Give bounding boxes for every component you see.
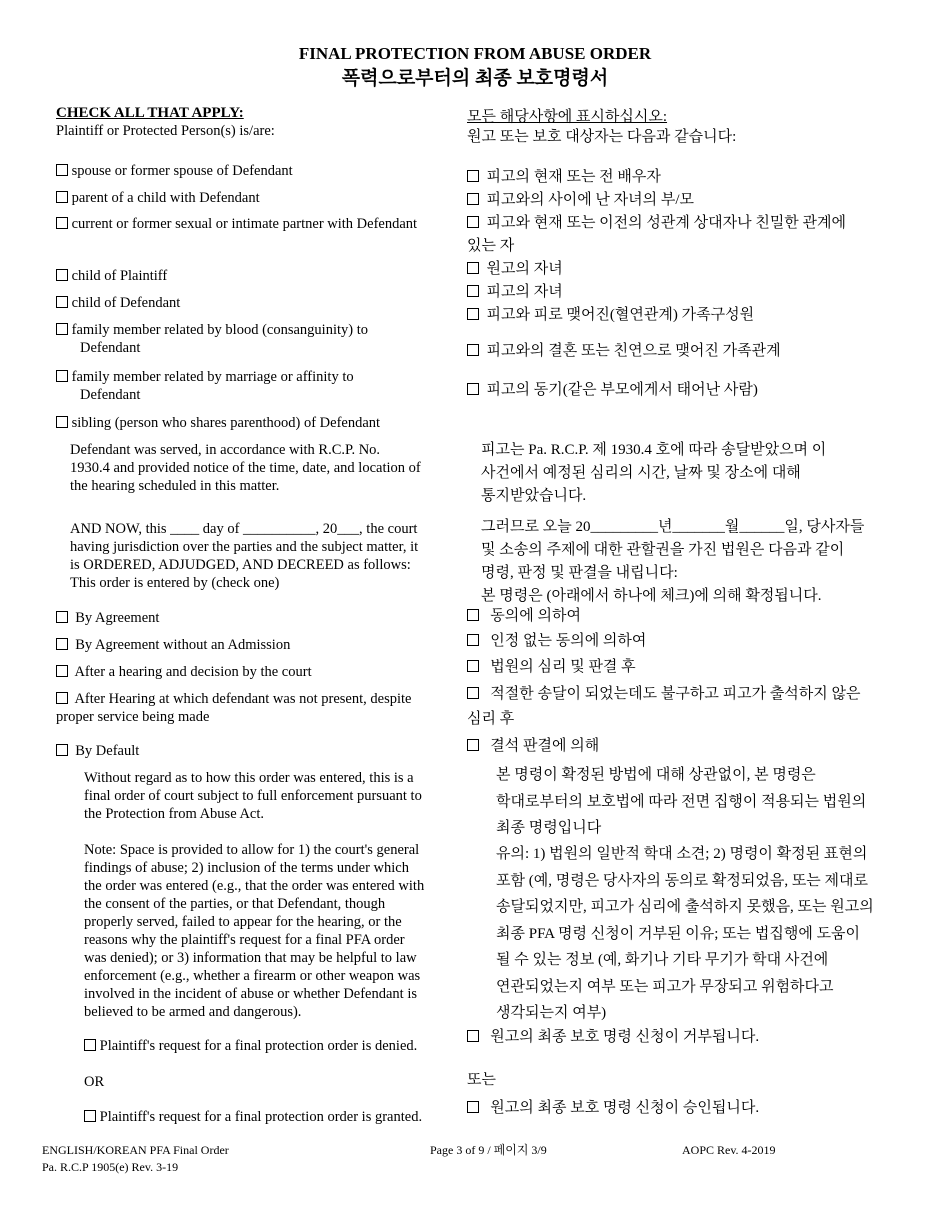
check-all-header-en: CHECK ALL THAT APPLY: [56,105,244,121]
title-korean: 폭력으로부터의 최종 보호명령서 [341,68,609,89]
denied-option-ko: 원고의 최종 보호 명령 신청이 거부됩니다. [467,1026,759,1049]
rel-item-en: family member related by marriage or affinity to [56,368,354,386]
footer-page-number: Page 3 of 9 / 페이지 3/9 [430,1143,547,1157]
rel-item-ko: 피고와의 결혼 또는 친연으로 맺어진 가족관계 [467,340,781,363]
checkbox[interactable] [56,164,68,176]
footer-form-name: ENGLISH/KOREAN PFA Final Order [42,1143,229,1157]
rel-item-ko: 피고와의 사이에 난 자녀의 부/모 [467,189,694,212]
checkbox[interactable] [467,285,479,297]
checkbox[interactable] [467,193,479,205]
plaintiff-is-en: Plaintiff or Protected Person(s) is/are: [56,123,275,139]
checkbox[interactable] [56,296,68,308]
or-en: OR [84,1074,105,1090]
rel-item-en: child of Defendant [56,294,180,312]
checkbox[interactable] [56,323,68,335]
rel-item-cont-en: Defendant [80,340,141,356]
checkbox[interactable] [467,609,479,621]
entry-option-cont-ko: 심리 후 [467,711,515,727]
granted-option-en: Plaintiff's request for a final protection order is granted. [84,1108,422,1126]
granted-option-ko: 원고의 최종 보호 명령 신청이 승인됩니다. [467,1097,759,1120]
rel-item-ko: 원고의 자녀 [467,258,563,281]
checkbox[interactable] [56,269,68,281]
check-all-header-ko: 모든 해당사항에 표시하십시오: [467,109,668,125]
rel-item-en: current or former sexual or intimate partner with Defendant [56,215,417,233]
entry-option-en: After a hearing and decision by the court [56,663,312,681]
rel-item-ko: 피고와 현재 또는 이전의 성관계 상대자나 친밀한 관계에 [467,212,846,235]
rel-item-ko: 피고와 피로 맺어진(혈연관계) 가족구성원 [467,304,754,327]
rel-item-en: parent of a child with Defendant [56,189,260,207]
rel-item-ko: 피고의 자녀 [467,281,563,304]
checkbox[interactable] [467,216,479,228]
checkbox[interactable] [56,217,68,229]
checkbox[interactable] [467,634,479,646]
plaintiff-is-ko: 원고 또는 보호 대상자는 다음과 같습니다: [467,129,737,145]
rel-item-cont-en: Defendant [80,387,141,403]
entry-option-en: After Hearing at which defendant was not present, despite [56,690,411,708]
checkbox[interactable] [467,687,479,699]
checkbox[interactable] [467,170,479,182]
checkbox[interactable] [84,1039,96,1051]
checkbox[interactable] [56,692,68,704]
entry-option-en: By Agreement without an Admission [56,636,290,654]
title-english: FINAL PROTECTION FROM ABUSE ORDER [298,44,652,63]
rel-item-en: spouse or former spouse of Defendant [56,162,293,180]
rel-item-en: family member related by blood (consanguinity) to [56,321,368,339]
rel-item-ko: 피고의 동기(같은 부모에게서 태어난 사람) [467,379,758,402]
checkbox[interactable] [467,262,479,274]
checkbox[interactable] [56,191,68,203]
or-ko: 또는 [467,1072,496,1088]
checkbox[interactable] [56,638,68,650]
entry-option-ko: 결석 판결에 의해 [467,735,599,758]
checkbox[interactable] [467,383,479,395]
checkbox[interactable] [56,611,68,623]
entry-option-en: By Agreement [56,609,159,627]
entry-option-en: By Default [56,742,139,760]
checkbox[interactable] [467,660,479,672]
checkbox[interactable] [56,370,68,382]
denied-option-en: Plaintiff's request for a final protection order is denied. [84,1037,417,1055]
rel-item-en: child of Plaintiff [56,267,167,285]
without-regard-paragraph-en: Without regard as to how this order was entered, this is a final order of court subject to full enforcement pursuant to the Protection from Abuse Act. [84,770,422,822]
entry-option-cont-en: proper service being made [56,709,210,725]
checkbox[interactable] [56,665,68,677]
checkbox[interactable] [84,1110,96,1122]
checkbox[interactable] [467,1030,479,1042]
entry-option-ko: 동의에 의하여 [467,605,581,628]
note-paragraph-ko: 유의: 1) 법원의 일반적 학대 소견; 2) 명령이 확정된 표현의 포함 (예, 명령은 당사자의 동의로 확정되었음, 또는 제대로 송달되었지만, 피고가 심리에 출석하지 못했음, 또는 원고의 최종 PFA 명령 신청이 거부된 이유; 또는 법집행에 도움이 될 수 있는 정보 (예, 화기나 기타 무기가 학대 사건에 연관되었는지 여부 또는 피고가 무장되고 위험하다고 생각되는지 여부) [496,846,874,1021]
footer-rule: Pa. R.C.P 1905(e) Rev. 3-19 [42,1160,179,1174]
served-paragraph-ko: 피고는 Pa. R.C.P. 제 1930.4 호에 따라 송달받았으며 이 사건에서 예정된 심리의 시간, 날짜 및 장소에 대해 통지받았습니다. [481,442,827,504]
entry-option-ko: 인정 없는 동의에 의하여 [467,630,646,653]
checkbox[interactable] [467,344,479,356]
note-paragraph-en: Note: Space is provided to allow for 1) the court's general findings of abuse; 2) inclusion of the terms under which the order was entered (e.g., that the order was entered with the consent of the parties, or that Defendant, though properly served, failed to appear for the hearing, or the reasons why the plaintiff's request for a final PFA order was denied); or 3) information that may be helpful to law enforcement (e.g., whether a firearm or other weapon was involved in the incident of abuse or whether Defendant is believed to be armed and dangerous). [84,842,425,1020]
and-now-paragraph-ko: 그러므로 오늘 20_________년_______월______일, 당사자들 및 소송의 주제에 대한 관할권을 가진 법원은 다음과 같이 명령, 판정 및 판결을 내립니다: 본 명령은 (아래에서 하나에 체크)에 의해 확정됩니다. [481,519,865,604]
checkbox[interactable] [56,744,68,756]
checkbox[interactable] [467,739,479,751]
rel-item-ko: 피고의 현재 또는 전 배우자 [467,166,661,189]
checkbox[interactable] [467,1101,479,1113]
rel-item-cont-ko: 있는 자 [467,238,515,254]
without-regard-paragraph-ko: 본 명령이 확정된 방법에 대해 상관없이, 본 명령은 학대로부터의 보호법에 따라 전면 집행이 적용되는 법원의 최종 명령입니다 [496,767,867,836]
footer-revision: AOPC Rev. 4-2019 [682,1143,776,1157]
entry-option-ko: 적절한 송달이 되었는데도 불구하고 피고가 출석하지 않은 [467,683,861,706]
checkbox[interactable] [467,308,479,320]
entry-option-ko: 법원의 심리 및 판결 후 [467,656,636,679]
rel-item-en: sibling (person who shares parenthood) of Defendant [56,414,380,432]
served-paragraph-en: Defendant was served, in accordance with R.C.P. No. 1930.4 and provided notice of the time, date, and location of the hearing scheduled in this matter. [70,442,421,494]
checkbox[interactable] [56,416,68,428]
and-now-paragraph-en: AND NOW, this ____ day of __________, 20___, the court having jurisdiction over the parties and the subject matter, it is ORDERED, ADJUDGED, AND DECREED as follows: This order is entered by (check one) [70,521,419,591]
